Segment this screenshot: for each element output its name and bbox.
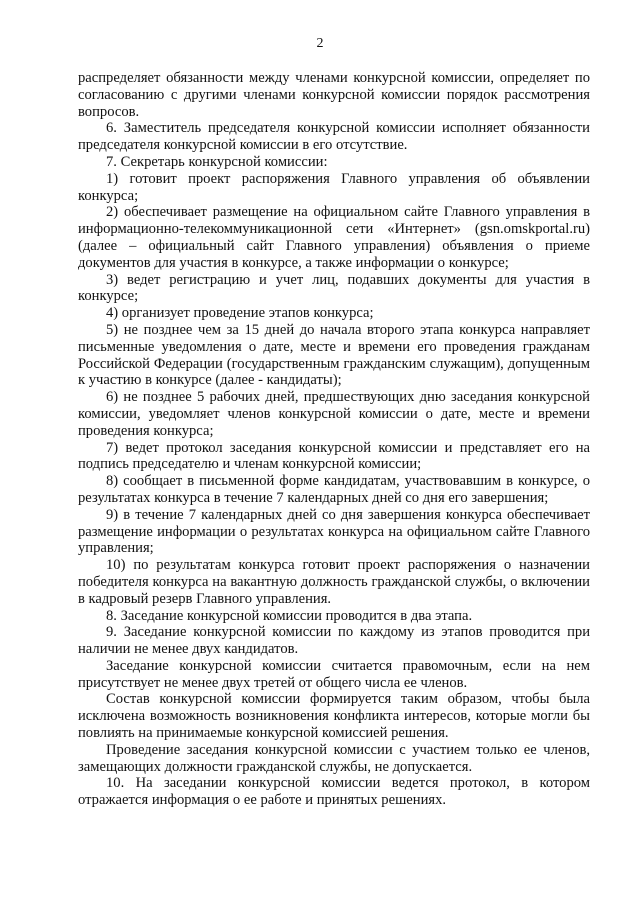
paragraph: 5) не позднее чем за 15 дней до начала второго этапа конкурса направляет письменные уведомления о дате, месте и времени его проведения гражданам Российской Федерации (государственным гражданским служащим), допущенным к участию в конкурсе (далее - кандидаты); bbox=[78, 321, 590, 389]
paragraph: 1) готовит проект распоряжения Главного управления об объявлении конкурса; bbox=[78, 170, 590, 204]
paragraph: 9. Заседание конкурсной комиссии по каждому из этапов проводится при наличии не менее двух кандидатов. bbox=[78, 624, 590, 658]
paragraph: 10) по результатам конкурса готовит проект распоряжения о назначении победителя конкурса на вакантную должность гражданской службы, о включении в кадровый резерв Главного управления. bbox=[78, 557, 590, 607]
paragraph: 2) обеспечивает размещение на официальном сайте Главного управления в информационно-телекоммуникационной сети «Интернет» (gsn.omskportal.ru) (далее – официальный сайт Главного управления) объявления о приеме документов для участия в конкурсе, а также информации о конкурсе; bbox=[78, 204, 590, 271]
paragraph: 6. Заместитель председателя конкурсной комиссии исполняет обязанности председателя конкурсной комиссии в его отсутствие. bbox=[78, 120, 590, 154]
paragraph: 9) в течение 7 календарных дней со дня завершения конкурса обеспечивает размещение информации о результатах конкурса на официальном сайте Главного управления; bbox=[78, 506, 590, 557]
paragraph: 8) сообщает в письменной форме кандидатам, участвовавшим в конкурсе, о результатах конкурса в течение 7 календарных дней со дня его завершения; bbox=[78, 473, 590, 506]
paragraph: Состав конкурсной комиссии формируется таким образом, чтобы была исключена возможность возникновения конфликта интересов, которые могли бы повлиять на принимаемые конкурсной комиссией решения. bbox=[78, 691, 590, 742]
paragraph: 10. На заседании конкурсной комиссии ведется протокол, в котором отражается информация о ее работе и принятых решениях. bbox=[78, 775, 590, 809]
paragraph: 7. Секретарь конкурсной комиссии: bbox=[106, 153, 328, 170]
paragraph: Заседание конкурсной комиссии считается правомочным, если на нем присутствует не менее двух третей от общего числа ее членов. bbox=[78, 657, 590, 691]
paragraph: распределяет обязанности между членами конкурсной комиссии, определяет по согласованию с другими членами конкурсной комиссии порядок рассмотрения вопросов. bbox=[78, 70, 590, 120]
paragraph: 8. Заседание конкурсной комиссии проводится в два этапа. bbox=[106, 607, 473, 624]
paragraph: 7) ведет протокол заседания конкурсной комиссии и представляет его на подпись председателю и членам конкурсной комиссии; bbox=[78, 439, 590, 473]
paragraph: 4) организует проведение этапов конкурса; bbox=[106, 305, 374, 322]
paragraph: 6) не позднее 5 рабочих дней, предшествующих дню заседания конкурсной комиссии, уведомляет членов конкурсной комиссии о дате, месте и времени проведения конкурса; bbox=[78, 389, 590, 439]
page-number: 2 bbox=[316, 36, 324, 51]
document-body bbox=[78, 70, 590, 809]
paragraph: 3) ведет регистрацию и учет лиц, подавших документы для участия в конкурсе; bbox=[78, 271, 590, 305]
paragraph: Проведение заседания конкурсной комиссии с участием только ее членов, замещающих должности гражданской службы, не допускается. bbox=[78, 741, 590, 775]
